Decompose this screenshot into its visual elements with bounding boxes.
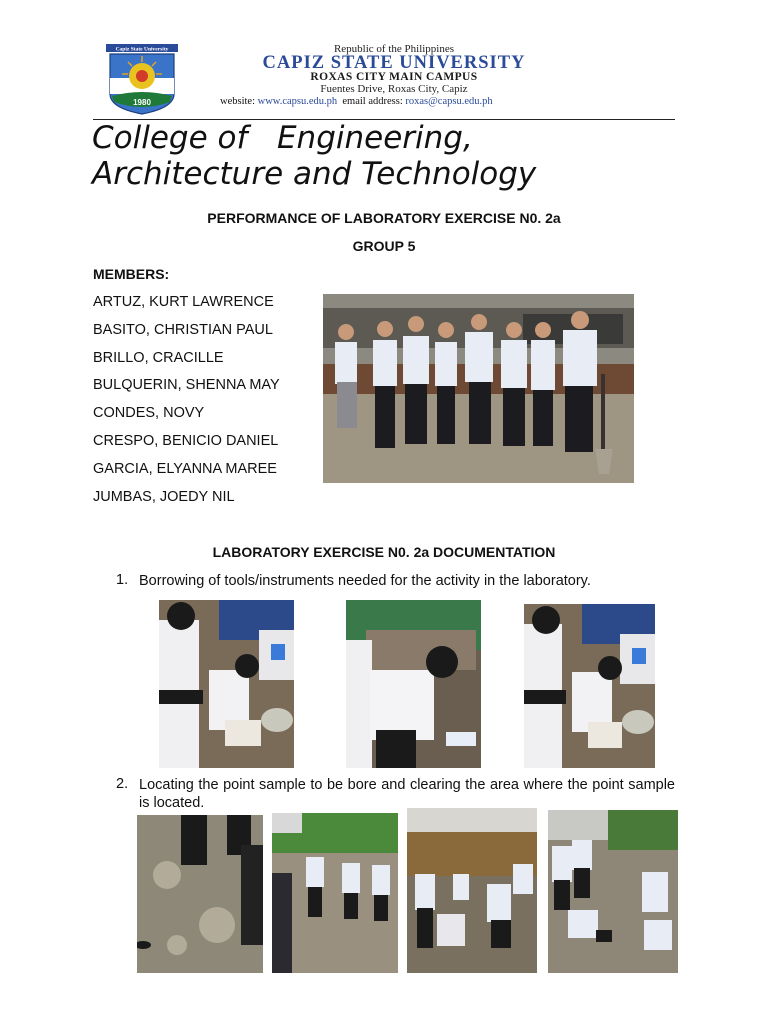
step-1-photo-2 xyxy=(346,600,481,768)
seal-text: Capiz State University xyxy=(115,46,169,53)
group-label: GROUP 5 xyxy=(352,238,416,254)
member-item: JUMBAS, JOEDY NIL xyxy=(93,489,235,505)
step-2-photo-1 xyxy=(137,815,263,973)
seal-year: 1980 xyxy=(133,98,151,107)
members-label: MEMBERS: xyxy=(93,266,170,282)
step-2-text: Locating the point sample to be bore and clearing the area where the point sample is located. xyxy=(139,777,675,811)
university-seal xyxy=(104,42,180,116)
step-2-photo-3 xyxy=(407,808,537,973)
university-name: CAPIZ STATE UNIVERSITY xyxy=(262,53,526,73)
college-line-2: Architecture and Technology xyxy=(92,156,537,192)
step-1-photo-1 xyxy=(159,600,294,768)
website-label: website: xyxy=(220,96,255,107)
member-item: CRESPO, BENICIO DANIEL xyxy=(93,433,279,449)
step-2-photo-2 xyxy=(272,813,398,973)
republic-line: Republic of the Philippines xyxy=(333,43,455,55)
group-photo xyxy=(323,294,634,483)
step-2-number: 2. xyxy=(116,776,129,792)
college-title xyxy=(92,120,536,192)
member-item: BASITO, CHRISTIAN PAUL xyxy=(93,322,273,338)
step-2-photo-4 xyxy=(548,810,678,973)
step-1-text: Borrowing of tools/instruments needed for the activity in the laboratory. xyxy=(139,573,591,589)
college-line-1: College of Engineering, xyxy=(92,120,473,156)
campus-name: ROXAS CITY MAIN CAMPUS xyxy=(310,71,478,83)
member-item: BRILLO, CRACILLE xyxy=(93,350,224,366)
document-title: PERFORMANCE OF LABORATORY EXERCISE N0. 2a xyxy=(207,210,561,226)
website-link[interactable]: www.capsu.edu.ph xyxy=(257,96,338,107)
contact-line xyxy=(220,96,493,107)
documentation-title: LABORATORY EXERCISE N0. 2a DOCUMENTATION xyxy=(212,544,556,560)
step-1-number: 1. xyxy=(116,572,129,588)
step-1-photo-3 xyxy=(524,604,655,768)
member-item: BULQUERIN, SHENNA MAY xyxy=(93,377,280,393)
member-item: GARCIA, ELYANNA MAREE xyxy=(93,461,277,477)
address-line: Fuentes Drive, Roxas City, Capiz xyxy=(320,83,468,95)
email-link[interactable]: roxas@capsu.edu.ph xyxy=(405,96,493,107)
member-item: CONDES, NOVY xyxy=(93,405,205,421)
email-label: email address: xyxy=(342,96,403,107)
member-item: ARTUZ, KURT LAWRENCE xyxy=(93,294,274,310)
